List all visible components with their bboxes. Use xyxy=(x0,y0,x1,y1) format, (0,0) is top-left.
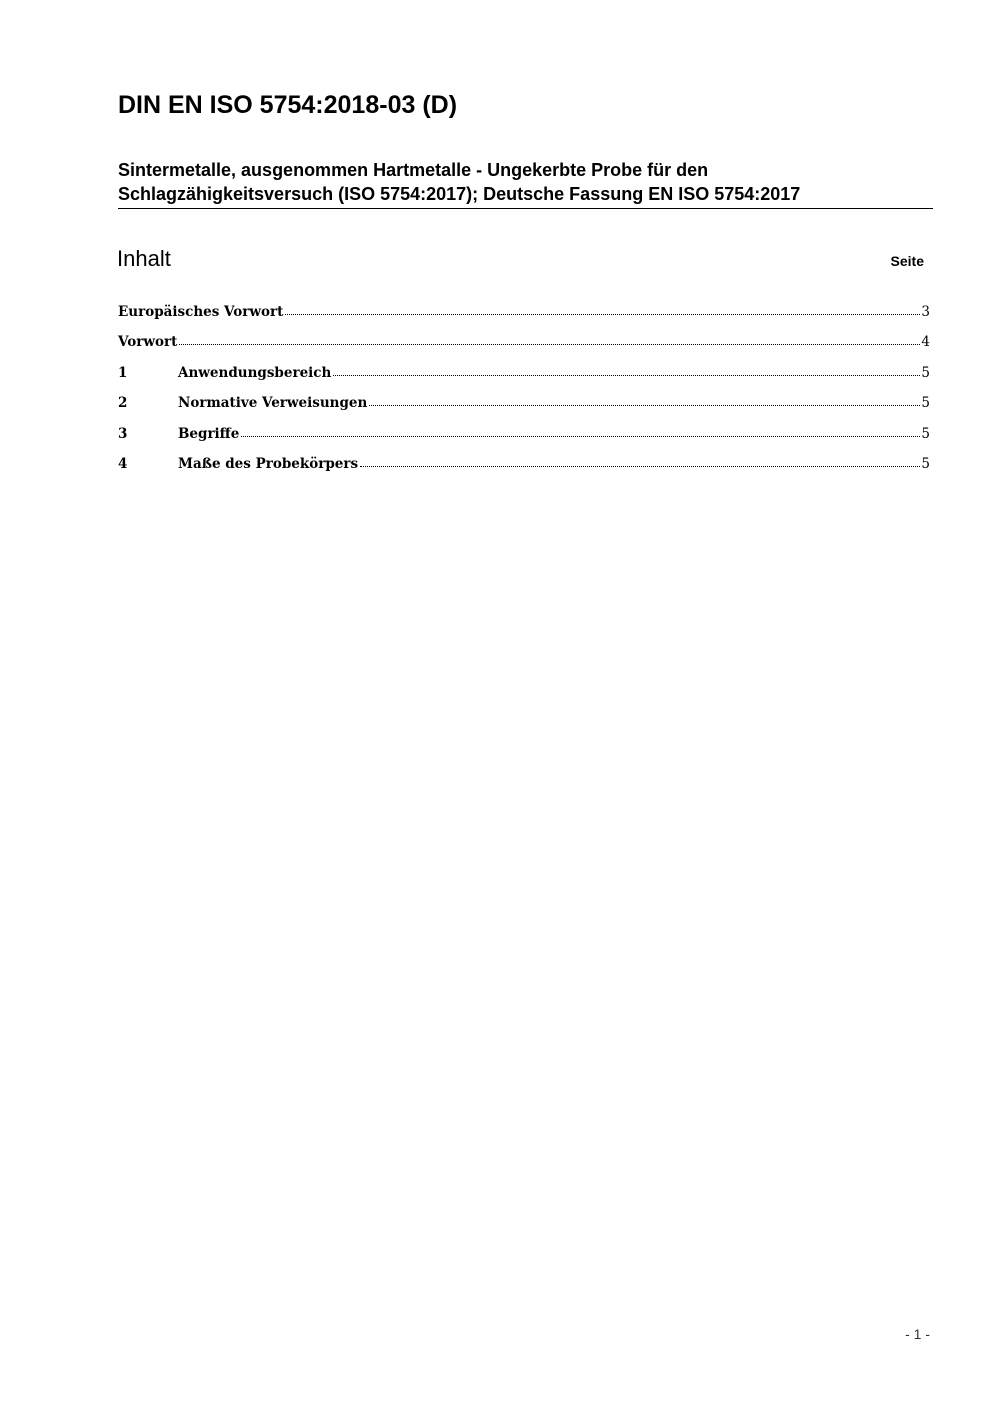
toc-entry-text: Begriffe xyxy=(178,425,240,442)
toc-entry-text: Vorwort xyxy=(118,334,178,351)
toc-dot-leader xyxy=(241,435,920,437)
document-title xyxy=(118,158,933,209)
toc-entry-text: Normative Verweisungen xyxy=(178,395,368,412)
toc-entry-number: 4 xyxy=(118,455,128,472)
toc-entry-page: 4 xyxy=(921,334,930,351)
document-number: DIN EN ISO 5754:2018-03 (D) xyxy=(118,91,458,119)
document-title-line: Sintermetalle, ausgenommen Hartmetalle - Ungekerbte Probe für den xyxy=(118,160,709,180)
toc-entry-number: 1 xyxy=(118,364,128,381)
toc-entry-page: 5 xyxy=(921,395,930,412)
toc-entry-number: 2 xyxy=(118,395,128,412)
toc-entry-text: Maße des Probekörpers xyxy=(178,455,359,472)
document-title-line: Schlagzähigkeitsversuch (ISO 5754:2017); Deutsche Fassung EN ISO 5754:2017 xyxy=(118,184,801,204)
toc-dot-leader xyxy=(179,343,920,345)
toc-entry-text: Europäisches Vorwort xyxy=(118,304,284,320)
toc-entry-page: 5 xyxy=(921,425,930,442)
toc-dot-leader xyxy=(369,404,920,406)
toc-entry-scope[interactable] xyxy=(118,361,930,391)
toc-entry-number: 3 xyxy=(118,425,128,442)
toc-dot-leader xyxy=(360,465,920,467)
table-of-contents xyxy=(118,300,930,482)
toc-entry-terms[interactable] xyxy=(118,422,930,452)
toc-page-column-label: Seite xyxy=(890,253,924,269)
toc-entry-page: 5 xyxy=(921,455,930,472)
toc-entry-specimen-dimensions[interactable] xyxy=(118,452,930,482)
toc-dot-leader xyxy=(333,374,920,376)
toc-entry-european-foreword[interactable] xyxy=(118,300,930,330)
toc-dot-leader xyxy=(285,313,920,315)
toc-entry-text: Anwendungsbereich xyxy=(178,364,332,381)
toc-entry-normative-references[interactable] xyxy=(118,391,930,421)
toc-entry-page: 3 xyxy=(921,304,930,320)
page-number: - 1 - xyxy=(905,1326,930,1342)
toc-entry-page: 5 xyxy=(921,364,930,381)
toc-entry-foreword[interactable] xyxy=(118,330,930,360)
toc-heading: Inhalt xyxy=(117,246,171,271)
